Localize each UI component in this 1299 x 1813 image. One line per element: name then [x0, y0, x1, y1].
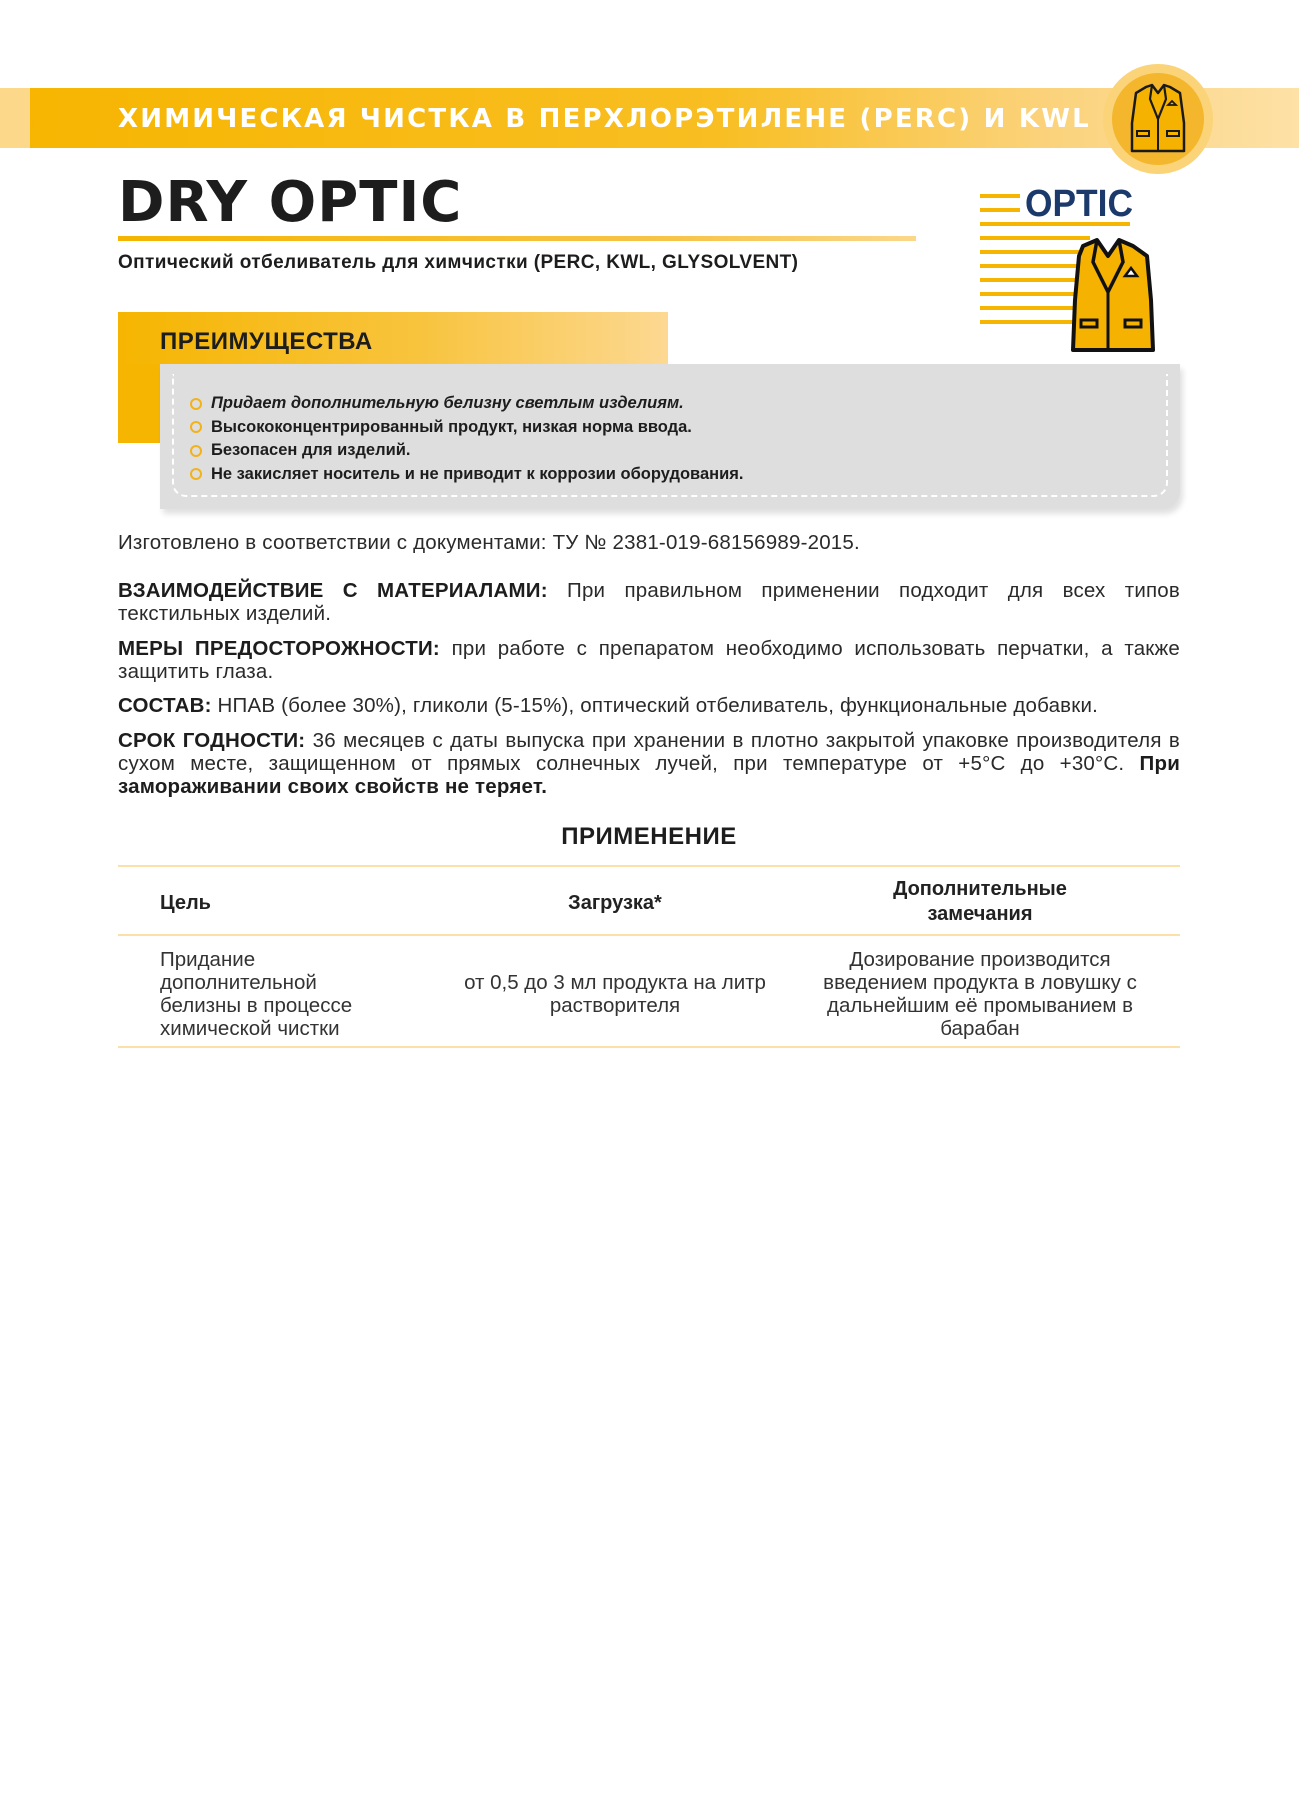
bullet-icon: [190, 421, 202, 433]
table-bottom-rule: [118, 1046, 1180, 1048]
precautions-info: [118, 637, 1180, 683]
product-subtitle: Оптический отбеливатель для химчистки (PERC, KWL, GLYSOLVENT): [118, 252, 799, 273]
jacket-icon: [1128, 83, 1188, 155]
table-cell-load: от 0,5 до 3 мл продукта на литр растворителя: [464, 971, 766, 1017]
composition-text: НПАВ (более 30%), гликоли (5-15%), оптический отбеливатель, функциональные добавки.: [211, 694, 1098, 717]
bullet-icon: [190, 398, 202, 410]
table-header-rule: [118, 934, 1180, 936]
bullet-icon: [190, 445, 202, 457]
column-header-goal: Цель: [160, 892, 211, 914]
standard-info: Изготовлено в соответствии с документами: ТУ № 2381-019-68156989-2015.: [118, 531, 860, 554]
advantage-item: Безопасен для изделий.: [190, 439, 743, 463]
shelf-label: СРОК ГОДНОСТИ:: [118, 729, 306, 752]
table-cell-notes: Дозирование производится введением продукта в ловушку с дальнейшим её промыванием в барабан: [823, 948, 1137, 1040]
product-title: DRY OPTIC: [118, 170, 463, 235]
jacket-badge: [1112, 73, 1204, 165]
header-band-tint: [0, 88, 30, 148]
category-title: ХИМИЧЕСКАЯ ЧИСТКА В ПЕРХЛОРЭТИЛЕНЕ (PERC) И KWL: [118, 104, 1091, 134]
optic-logo-graphic: [975, 182, 1175, 352]
advantage-item: Придает дополнительную белизну светлым изделиям.: [190, 392, 743, 416]
advantages-heading: ПРЕИМУЩЕСТВА: [160, 328, 373, 355]
table-top-rule: [118, 865, 1180, 867]
precautions-label: МЕРЫ ПРЕДОСТОРОЖНОСТИ:: [118, 637, 440, 660]
advantage-item: Высококонцентрированный продукт, низкая норма ввода.: [190, 416, 743, 440]
column-header-notes: Дополнительные замечания: [893, 878, 1067, 925]
interaction-text: При правильном применении подходит для всех типов текстильных изделий.: [118, 579, 1180, 625]
advantages-accent: [118, 364, 162, 443]
shelf-bold-note: При замораживании своих свойств не теряет.: [118, 752, 1180, 798]
shelf-life-info: [118, 729, 1180, 798]
application-heading: ПРИМЕНЕНИЕ: [561, 823, 737, 850]
advantages-list: [190, 392, 743, 486]
shelf-text: 36 месяцев с даты выпуска при хранении в плотно закрытой упаковке производителя в сухом месте, защищенном от прямых солнечных лучей, при температуре от +5°С до +30°С.: [118, 729, 1181, 775]
interaction-label: ВЗАИМОДЕЙСТВИЕ С МАТЕРИАЛАМИ:: [118, 579, 548, 602]
table-cell-goal: Придание дополнительной белизны в процессе химической чистки: [160, 948, 353, 1040]
logo-jacket-icon: [1073, 240, 1153, 350]
logo-text: OPTIC: [1025, 183, 1133, 225]
title-underline: [118, 236, 916, 241]
bullet-icon: [190, 468, 202, 480]
advantage-item: Не закисляет носитель и не приводит к коррозии оборудования.: [190, 463, 743, 487]
composition-info: [118, 694, 1180, 717]
precautions-text: при работе с препаратом необходимо использовать перчатки, а также защитить глаза.: [118, 637, 1180, 683]
product-logo: [975, 182, 1175, 352]
composition-label: СОСТАВ:: [118, 694, 212, 717]
column-header-load: Загрузка*: [568, 892, 662, 914]
interaction-info: [118, 579, 1180, 625]
